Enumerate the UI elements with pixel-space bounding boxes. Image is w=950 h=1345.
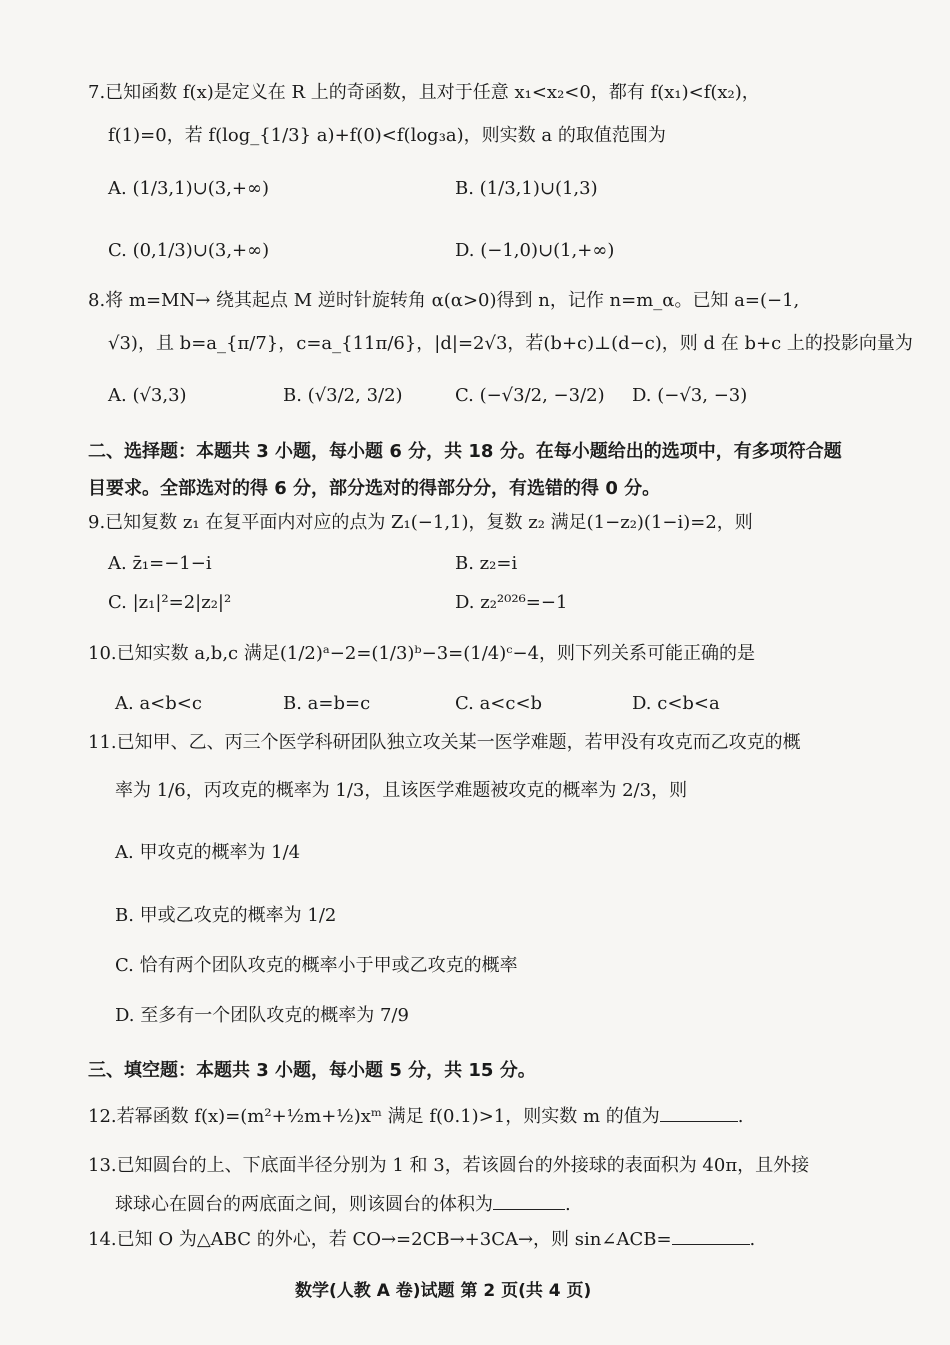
q10-option-a: A. a<b<c: [115, 693, 202, 714]
q13-end: .: [565, 1194, 571, 1215]
q13-line1: 13.已知圆台的上、下底面半径分别为 1 和 3，若该圆台的外接球的表面积为 40π，且外接: [88, 1155, 810, 1176]
q9-option-a: A. z̄₁=−1−i: [108, 553, 212, 574]
page-footer: 数学(人教 A 卷)试题 第 2 页(共 4 页): [295, 1281, 592, 1301]
q12-end: .: [737, 1106, 744, 1127]
q7-option-a: A. (1/3,1)∪(3,+∞): [108, 178, 270, 199]
q7-line1: 7.已知函数 f(x)是定义在 R 上的奇函数，且对于任意 x₁<x₂<0，都有 f(x₁)<f(x₂)，: [88, 82, 760, 103]
q8-option-d: D. (−√3, −3): [632, 385, 748, 406]
q7-line2: f(1)=0，若 f(log_{1/3} a)+f(0)<f(log₃a)，则实数 a 的取值范围为: [108, 125, 666, 146]
q14-line1: [88, 1226, 755, 1251]
section2-heading-line1: 二、选择题：本题共 3 小题，每小题 6 分，共 18 分。在每小题给出的选项中，有多项符合题: [88, 441, 842, 462]
q8-option-a: A. (√3,3): [108, 385, 187, 406]
q13-line2: [115, 1191, 571, 1216]
q11-line2: 率为 1/6，丙攻克的概率为 1/3，且该医学难题被攻克的概率为 2/3，则: [115, 780, 688, 801]
q11-line1: 11.已知甲、乙、丙三个医学科研团队独立攻关某一医学难题，若甲没有攻克而乙攻克的概: [88, 732, 801, 753]
section2-heading-line2: 目要求。全部选对的得 6 分，部分选对的得部分分，有选错的得 0 分。: [88, 478, 661, 499]
q14-end: .: [749, 1229, 756, 1250]
q9-option-c: C. |z₁|²=2|z₂|²: [108, 592, 232, 613]
q7-option-d: D. (−1,0)∪(1,+∞): [455, 240, 615, 261]
section3-heading: 三、填空题：本题共 3 小题，每小题 5 分，共 15 分。: [88, 1060, 536, 1081]
q11-option-c: C. 恰有两个团队攻克的概率小于甲或乙攻克的概率: [115, 955, 518, 976]
q8-line1: 8.将 m=MN→ 绕其起点 M 逆时针旋转角 α(α>0)得到 n，记作 n=m_α。已知 a=(−1,: [88, 290, 800, 311]
q7-option-b: B. (1/3,1)∪(1,3): [455, 178, 598, 199]
q10-line1: 10.已知实数 a,b,c 满足(1/2)ᵃ−2=(1/3)ᵇ−3=(1/4)ᶜ−4，则下列关系可能正确的是: [88, 643, 756, 664]
q10-option-d: D. c<b<a: [632, 693, 720, 714]
q7-option-c: C. (0,1/3)∪(3,+∞): [108, 240, 270, 261]
q13-answer-blank[interactable]: [493, 1191, 565, 1210]
q8-line2: √3)，且 b=a_{π/7}，c=a_{11π/6}，|d|=2√3，若(b+c)⊥(d−c)，则 d 在 b+c 上的投影向量为: [108, 333, 913, 354]
q10-option-b: B. a=b=c: [283, 693, 371, 714]
q11-option-a: A. 甲攻克的概率为 1/4: [115, 842, 301, 863]
q11-option-d: D. 至多有一个团队攻克的概率为 7/9: [115, 1005, 409, 1026]
q9-option-b: B. z₂=i: [455, 553, 518, 574]
q9-option-d: D. z₂²⁰²⁶=−1: [455, 592, 568, 613]
q10-option-c: C. a<c<b: [455, 693, 543, 714]
q12-text: 12.若幂函数 f(x)=(m²+½m+½)xᵐ 满足 f(0.1)>1，则实数 m 的值为: [88, 1106, 660, 1127]
q11-option-b: B. 甲或乙攻克的概率为 1/2: [115, 905, 337, 926]
q9-line1: 9.已知复数 z₁ 在复平面内对应的点为 Z₁(−1,1)，复数 z₂ 满足(1−z₂)(1−i)=2，则: [88, 512, 753, 533]
q14-answer-blank[interactable]: [672, 1226, 750, 1245]
q12-answer-blank[interactable]: [660, 1103, 738, 1122]
q14-text: 14.已知 O 为△ABC 的外心，若 CO→=2CB→+3CA→，则 sin∠ACB=: [88, 1229, 672, 1250]
q8-option-c: C. (−√3/2, −3/2): [455, 385, 605, 406]
q8-option-b: B. (√3/2, 3/2): [283, 385, 403, 406]
q12-line1: [88, 1103, 744, 1128]
q13-text: 球球心在圆台的两底面之间，则该圆台的体积为: [115, 1194, 493, 1215]
